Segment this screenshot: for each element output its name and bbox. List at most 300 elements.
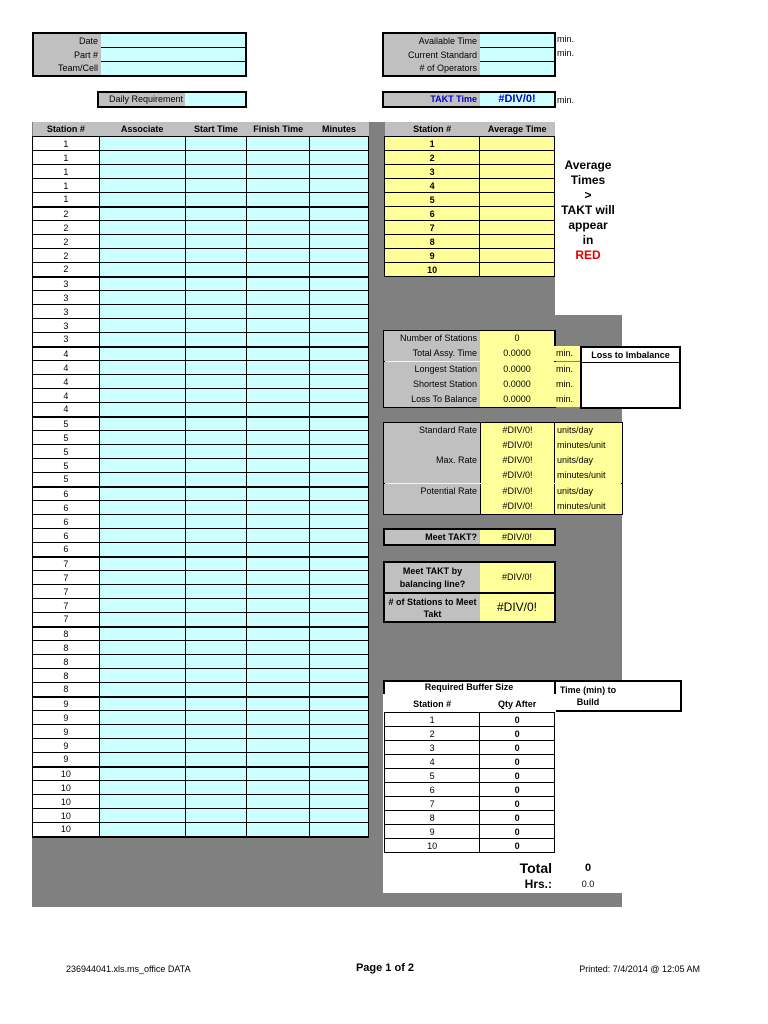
footer-printed: Printed: 7/4/2014 @ 12:05 AM bbox=[579, 964, 700, 974]
finish-time-cell[interactable] bbox=[247, 235, 310, 249]
minutes-cell[interactable] bbox=[310, 795, 369, 809]
station-number-cell: 8 bbox=[33, 627, 100, 641]
associate-cell[interactable] bbox=[99, 431, 185, 445]
associate-cell[interactable] bbox=[99, 291, 185, 305]
station-number-cell: 10 bbox=[33, 795, 100, 809]
associate-cell[interactable] bbox=[99, 711, 185, 725]
start-time-cell[interactable] bbox=[185, 669, 247, 683]
associate-cell[interactable] bbox=[99, 739, 185, 753]
associate-cell[interactable] bbox=[99, 319, 185, 333]
avg-time-cell bbox=[480, 151, 555, 165]
finish-time-cell[interactable] bbox=[247, 417, 310, 431]
buffer-outline-r bbox=[680, 680, 682, 710]
associate-cell[interactable] bbox=[99, 137, 185, 151]
finish-time-cell[interactable] bbox=[247, 823, 310, 837]
loss-value: 0.0000 bbox=[480, 392, 554, 407]
minutes-cell[interactable] bbox=[310, 319, 369, 333]
takt-box bbox=[382, 91, 556, 108]
table-row bbox=[33, 669, 369, 683]
minutes-cell[interactable] bbox=[310, 137, 369, 151]
associate-cell[interactable] bbox=[99, 641, 185, 655]
standard-rate-unit: units/day bbox=[554, 423, 622, 438]
minutes-cell[interactable] bbox=[310, 361, 369, 375]
start-time-cell[interactable] bbox=[185, 137, 247, 151]
associate-cell[interactable] bbox=[99, 487, 185, 501]
minutes-cell[interactable] bbox=[310, 683, 369, 697]
table-row bbox=[33, 207, 369, 221]
station-number-cell: 7 bbox=[33, 599, 100, 613]
start-time-cell[interactable] bbox=[185, 585, 247, 599]
avg-station-cell: 2 bbox=[385, 151, 480, 165]
station-number-cell: 10 bbox=[33, 781, 100, 795]
minutes-cell[interactable] bbox=[310, 473, 369, 487]
minutes-cell[interactable] bbox=[310, 809, 369, 823]
associate-cell[interactable] bbox=[99, 375, 185, 389]
finish-time-cell[interactable] bbox=[247, 711, 310, 725]
minutes-cell[interactable] bbox=[310, 417, 369, 431]
start-time-cell[interactable] bbox=[185, 235, 247, 249]
finish-time-cell[interactable] bbox=[247, 655, 310, 669]
station-number-cell: 8 bbox=[33, 683, 100, 697]
start-time-cell[interactable] bbox=[185, 655, 247, 669]
finish-time-cell[interactable] bbox=[247, 767, 310, 781]
station-number-cell: 5 bbox=[33, 473, 100, 487]
start-time-cell[interactable] bbox=[185, 179, 247, 193]
minutes-cell[interactable] bbox=[310, 347, 369, 361]
current-standard-label: Current Standard bbox=[384, 48, 480, 62]
finish-time-cell[interactable] bbox=[247, 151, 310, 165]
minutes-cell[interactable] bbox=[310, 459, 369, 473]
minutes-cell[interactable] bbox=[310, 823, 369, 837]
associate-cell[interactable] bbox=[99, 725, 185, 739]
associate-cell[interactable] bbox=[99, 305, 185, 319]
minutes-cell[interactable] bbox=[310, 571, 369, 585]
minutes-cell[interactable] bbox=[310, 277, 369, 291]
station-number-cell: 4 bbox=[33, 403, 100, 417]
minutes-cell[interactable] bbox=[310, 739, 369, 753]
station-number-cell: 10 bbox=[33, 809, 100, 823]
finish-time-cell[interactable] bbox=[247, 347, 310, 361]
avg-row bbox=[385, 137, 555, 151]
associate-cell[interactable] bbox=[99, 445, 185, 459]
finish-time-cell[interactable] bbox=[247, 389, 310, 403]
finish-time-cell[interactable] bbox=[247, 207, 310, 221]
finish-time-cell[interactable] bbox=[247, 515, 310, 529]
avg-station-cell: 6 bbox=[385, 207, 480, 221]
station-number-cell: 8 bbox=[33, 641, 100, 655]
finish-time-cell[interactable] bbox=[247, 781, 310, 795]
start-time-cell[interactable] bbox=[185, 501, 247, 515]
minutes-cell[interactable] bbox=[310, 193, 369, 207]
table-row bbox=[33, 515, 369, 529]
table-row bbox=[33, 739, 369, 753]
avg-time-cell bbox=[480, 221, 555, 235]
associate-cell[interactable] bbox=[99, 333, 185, 347]
finish-time-cell[interactable] bbox=[247, 431, 310, 445]
finish-time-cell[interactable] bbox=[247, 403, 310, 417]
associate-cell[interactable] bbox=[99, 515, 185, 529]
finish-time-cell[interactable] bbox=[247, 669, 310, 683]
buffer-outline bbox=[383, 680, 681, 682]
associate-cell[interactable] bbox=[99, 543, 185, 557]
table-row bbox=[33, 193, 369, 207]
daily-req-field[interactable] bbox=[185, 93, 245, 106]
start-time-cell[interactable] bbox=[185, 487, 247, 501]
station-number-cell: 3 bbox=[33, 277, 100, 291]
hrs-label: Hrs.: bbox=[524, 877, 552, 891]
start-time-cell[interactable] bbox=[185, 781, 247, 795]
minutes-cell[interactable] bbox=[310, 627, 369, 641]
start-time-cell[interactable] bbox=[185, 641, 247, 655]
standard-rate-label: Standard Rate bbox=[384, 423, 480, 438]
table-row bbox=[33, 347, 369, 361]
available-time-field[interactable] bbox=[480, 34, 554, 48]
max-rate-unit-2: minutes/unit bbox=[554, 468, 622, 483]
table-row bbox=[33, 221, 369, 235]
note-line: Times bbox=[570, 173, 606, 187]
associate-cell[interactable] bbox=[99, 669, 185, 683]
associate-cell[interactable] bbox=[99, 151, 185, 165]
minutes-cell[interactable] bbox=[310, 431, 369, 445]
associate-cell[interactable] bbox=[99, 613, 185, 627]
avg-time-cell bbox=[480, 207, 555, 221]
associate-cell[interactable] bbox=[99, 627, 185, 641]
team-field[interactable] bbox=[101, 62, 245, 75]
finish-time-cell[interactable] bbox=[247, 193, 310, 207]
start-time-cell[interactable] bbox=[185, 599, 247, 613]
finish-time-cell[interactable] bbox=[247, 501, 310, 515]
table-row bbox=[33, 725, 369, 739]
finish-time-cell[interactable] bbox=[247, 753, 310, 767]
associate-cell[interactable] bbox=[99, 361, 185, 375]
minutes-cell[interactable] bbox=[310, 249, 369, 263]
finish-time-cell[interactable] bbox=[247, 333, 310, 347]
buffer-row bbox=[385, 755, 555, 769]
minutes-cell[interactable] bbox=[310, 669, 369, 683]
minutes-cell[interactable] bbox=[310, 599, 369, 613]
start-time-cell[interactable] bbox=[185, 291, 247, 305]
avg-station-cell: 5 bbox=[385, 193, 480, 207]
associate-cell[interactable] bbox=[99, 809, 185, 823]
finish-time-cell[interactable] bbox=[247, 641, 310, 655]
col-start-time: Start Time bbox=[185, 122, 247, 137]
minutes-cell[interactable] bbox=[310, 207, 369, 221]
table-row bbox=[33, 417, 369, 431]
associate-cell[interactable] bbox=[99, 235, 185, 249]
table-row bbox=[33, 375, 369, 389]
buffer-header-row bbox=[385, 696, 555, 713]
loss-imbalance-header: Loss to Imbalance bbox=[582, 348, 679, 363]
finish-time-cell[interactable] bbox=[247, 473, 310, 487]
table-row bbox=[33, 389, 369, 403]
minutes-cell[interactable] bbox=[310, 529, 369, 543]
buffer-qty-cell: 0 bbox=[480, 741, 555, 755]
start-time-cell[interactable] bbox=[185, 557, 247, 571]
standard-rate-unit-2: minutes/unit bbox=[554, 438, 622, 453]
stations-meet-value: #DIV/0! bbox=[480, 594, 554, 621]
buffer-row bbox=[385, 727, 555, 741]
operators-field[interactable] bbox=[480, 62, 554, 75]
associate-cell[interactable] bbox=[99, 277, 185, 291]
minutes-cell[interactable] bbox=[310, 291, 369, 305]
associate-cell[interactable] bbox=[99, 501, 185, 515]
finish-time-cell[interactable] bbox=[247, 795, 310, 809]
finish-time-cell[interactable] bbox=[247, 725, 310, 739]
finish-time-cell[interactable] bbox=[247, 375, 310, 389]
associate-cell[interactable] bbox=[99, 263, 185, 277]
date-field[interactable] bbox=[101, 34, 245, 48]
station-number-cell: 4 bbox=[33, 375, 100, 389]
associate-cell[interactable] bbox=[99, 193, 185, 207]
associate-cell[interactable] bbox=[99, 767, 185, 781]
minutes-cell[interactable] bbox=[310, 557, 369, 571]
station-number-cell: 4 bbox=[33, 361, 100, 375]
minutes-cell[interactable] bbox=[310, 263, 369, 277]
finish-time-cell[interactable] bbox=[247, 599, 310, 613]
table-row bbox=[33, 403, 369, 417]
finish-time-cell[interactable] bbox=[247, 809, 310, 823]
finish-time-cell[interactable] bbox=[247, 445, 310, 459]
finish-time-cell[interactable] bbox=[247, 277, 310, 291]
start-time-cell[interactable] bbox=[185, 753, 247, 767]
finish-time-cell[interactable] bbox=[247, 249, 310, 263]
associate-cell[interactable] bbox=[99, 473, 185, 487]
finish-time-cell[interactable] bbox=[247, 613, 310, 627]
station-number-cell: 2 bbox=[33, 207, 100, 221]
associate-cell[interactable] bbox=[99, 571, 185, 585]
station-number-cell: 1 bbox=[33, 151, 100, 165]
minutes-cell[interactable] bbox=[310, 655, 369, 669]
start-time-cell[interactable] bbox=[185, 333, 247, 347]
max-rate-row-2 bbox=[384, 468, 622, 483]
minutes-cell[interactable] bbox=[310, 767, 369, 781]
minutes-cell[interactable] bbox=[310, 179, 369, 193]
minutes-cell[interactable] bbox=[310, 445, 369, 459]
start-time-cell[interactable] bbox=[185, 207, 247, 221]
start-time-cell[interactable] bbox=[185, 361, 247, 375]
start-time-cell[interactable] bbox=[185, 515, 247, 529]
avg-row bbox=[385, 207, 555, 221]
start-time-cell[interactable] bbox=[185, 193, 247, 207]
associate-cell[interactable] bbox=[99, 557, 185, 571]
associate-cell[interactable] bbox=[99, 417, 185, 431]
minutes-cell[interactable] bbox=[310, 613, 369, 627]
associate-cell[interactable] bbox=[99, 683, 185, 697]
time-to-build-header: Time (min) to Build bbox=[559, 685, 617, 707]
buffer-row bbox=[385, 797, 555, 811]
start-time-cell[interactable] bbox=[185, 403, 247, 417]
station-number-cell: 5 bbox=[33, 445, 100, 459]
table-row bbox=[33, 501, 369, 515]
minutes-cell[interactable] bbox=[310, 305, 369, 319]
minutes-cell[interactable] bbox=[310, 697, 369, 711]
associate-cell[interactable] bbox=[99, 585, 185, 599]
start-time-cell[interactable] bbox=[185, 823, 247, 837]
minutes-cell[interactable] bbox=[310, 165, 369, 179]
start-time-cell[interactable] bbox=[185, 263, 247, 277]
associate-cell[interactable] bbox=[99, 207, 185, 221]
start-time-cell[interactable] bbox=[185, 249, 247, 263]
max-rate-value-2: #DIV/0! bbox=[480, 468, 554, 483]
avg-row bbox=[385, 263, 555, 277]
finish-time-cell[interactable] bbox=[247, 585, 310, 599]
start-time-cell[interactable] bbox=[185, 389, 247, 403]
finish-time-cell[interactable] bbox=[247, 221, 310, 235]
associate-cell[interactable] bbox=[99, 249, 185, 263]
associate-cell[interactable] bbox=[99, 389, 185, 403]
takt-value: #DIV/0! bbox=[480, 93, 554, 106]
start-time-cell[interactable] bbox=[185, 277, 247, 291]
associate-cell[interactable] bbox=[99, 655, 185, 669]
potential-rate-row bbox=[384, 484, 622, 499]
finish-time-cell[interactable] bbox=[247, 571, 310, 585]
minutes-cell[interactable] bbox=[310, 515, 369, 529]
start-time-cell[interactable] bbox=[185, 725, 247, 739]
finish-time-cell[interactable] bbox=[247, 739, 310, 753]
finish-time-cell[interactable] bbox=[247, 683, 310, 697]
associate-cell[interactable] bbox=[99, 823, 185, 837]
associate-cell[interactable] bbox=[99, 529, 185, 543]
minutes-cell[interactable] bbox=[310, 501, 369, 515]
minutes-cell[interactable] bbox=[310, 711, 369, 725]
minutes-cell[interactable] bbox=[310, 221, 369, 235]
start-time-cell[interactable] bbox=[185, 473, 247, 487]
table-row bbox=[33, 529, 369, 543]
finish-time-cell[interactable] bbox=[247, 543, 310, 557]
associate-cell[interactable] bbox=[99, 795, 185, 809]
station-number-cell: 2 bbox=[33, 249, 100, 263]
buffer-qty-cell: 0 bbox=[480, 727, 555, 741]
avg-row bbox=[385, 235, 555, 249]
finish-time-cell[interactable] bbox=[247, 319, 310, 333]
start-time-cell[interactable] bbox=[185, 529, 247, 543]
start-time-cell[interactable] bbox=[185, 417, 247, 431]
start-time-cell[interactable] bbox=[185, 767, 247, 781]
total-assy-label: Total Assy. Time bbox=[384, 346, 480, 361]
finish-time-cell[interactable] bbox=[247, 529, 310, 543]
start-time-cell[interactable] bbox=[185, 431, 247, 445]
start-time-cell[interactable] bbox=[185, 445, 247, 459]
minutes-cell[interactable] bbox=[310, 753, 369, 767]
associate-cell[interactable] bbox=[99, 753, 185, 767]
footer-page: Page 1 of 2 bbox=[355, 962, 415, 974]
start-time-cell[interactable] bbox=[185, 375, 247, 389]
start-time-cell[interactable] bbox=[185, 613, 247, 627]
start-time-cell[interactable] bbox=[185, 809, 247, 823]
table-row bbox=[33, 151, 369, 165]
start-time-cell[interactable] bbox=[185, 165, 247, 179]
note-red: RED bbox=[575, 248, 601, 262]
start-time-cell[interactable] bbox=[185, 543, 247, 557]
avg-col-station: Station # bbox=[385, 122, 480, 137]
minutes-cell[interactable] bbox=[310, 333, 369, 347]
buffer-row bbox=[385, 769, 555, 783]
station-number-cell: 3 bbox=[33, 305, 100, 319]
finish-time-cell[interactable] bbox=[247, 459, 310, 473]
minutes-cell[interactable] bbox=[310, 487, 369, 501]
station-number-cell: 10 bbox=[33, 823, 100, 837]
start-time-cell[interactable] bbox=[185, 571, 247, 585]
finish-time-cell[interactable] bbox=[247, 263, 310, 277]
associate-cell[interactable] bbox=[99, 165, 185, 179]
associate-cell[interactable] bbox=[99, 221, 185, 235]
table-row bbox=[33, 711, 369, 725]
table-row bbox=[33, 823, 369, 837]
start-time-cell[interactable] bbox=[185, 697, 247, 711]
minutes-cell[interactable] bbox=[310, 585, 369, 599]
start-time-cell[interactable] bbox=[185, 347, 247, 361]
standard-rate-row-2 bbox=[384, 438, 622, 453]
avg-row bbox=[385, 249, 555, 263]
finish-time-cell[interactable] bbox=[247, 557, 310, 571]
part-field[interactable] bbox=[101, 48, 245, 62]
table-row bbox=[33, 473, 369, 487]
start-time-cell[interactable] bbox=[185, 319, 247, 333]
finish-time-cell[interactable] bbox=[247, 627, 310, 641]
finish-time-cell[interactable] bbox=[247, 165, 310, 179]
minutes-cell[interactable] bbox=[310, 781, 369, 795]
start-time-cell[interactable] bbox=[185, 305, 247, 319]
table-row bbox=[33, 263, 369, 277]
meet-takt-balance-box bbox=[383, 561, 556, 623]
max-rate-blank bbox=[384, 468, 480, 483]
finish-time-cell[interactable] bbox=[247, 137, 310, 151]
associate-cell[interactable] bbox=[99, 781, 185, 795]
station-number-cell: 2 bbox=[33, 221, 100, 235]
meet-takt-balance-label: Meet TAKT by balancing line? bbox=[385, 563, 480, 592]
buffer-station-cell: 5 bbox=[385, 769, 480, 783]
associate-cell[interactable] bbox=[99, 403, 185, 417]
start-time-cell[interactable] bbox=[185, 795, 247, 809]
finish-time-cell[interactable] bbox=[247, 179, 310, 193]
finish-time-cell[interactable] bbox=[247, 487, 310, 501]
associate-cell[interactable] bbox=[99, 179, 185, 193]
finish-time-cell[interactable] bbox=[247, 361, 310, 375]
finish-time-cell[interactable] bbox=[247, 697, 310, 711]
minutes-cell[interactable] bbox=[310, 235, 369, 249]
start-time-cell[interactable] bbox=[185, 739, 247, 753]
station-number-cell: 10 bbox=[33, 767, 100, 781]
associate-cell[interactable] bbox=[99, 599, 185, 613]
associate-cell[interactable] bbox=[99, 347, 185, 361]
buffer-qty-cell: 0 bbox=[480, 839, 555, 853]
start-time-cell[interactable] bbox=[185, 151, 247, 165]
buffer-outline-l bbox=[383, 680, 385, 694]
start-time-cell[interactable] bbox=[185, 627, 247, 641]
minutes-cell[interactable] bbox=[310, 403, 369, 417]
minutes-cell[interactable] bbox=[310, 389, 369, 403]
start-time-cell[interactable] bbox=[185, 459, 247, 473]
associate-cell[interactable] bbox=[99, 697, 185, 711]
finish-time-cell[interactable] bbox=[247, 291, 310, 305]
current-standard-field[interactable] bbox=[480, 48, 554, 62]
station-number-cell: 8 bbox=[33, 669, 100, 683]
minutes-cell[interactable] bbox=[310, 375, 369, 389]
minutes-cell[interactable] bbox=[310, 641, 369, 655]
start-time-cell[interactable] bbox=[185, 683, 247, 697]
finish-time-cell[interactable] bbox=[247, 305, 310, 319]
minutes-cell[interactable] bbox=[310, 151, 369, 165]
buffer-outline-b bbox=[556, 710, 682, 712]
col-associate: Associate bbox=[99, 122, 185, 137]
associate-cell[interactable] bbox=[99, 459, 185, 473]
start-time-cell[interactable] bbox=[185, 711, 247, 725]
minutes-cell[interactable] bbox=[310, 543, 369, 557]
buffer-row bbox=[385, 811, 555, 825]
minutes-cell[interactable] bbox=[310, 725, 369, 739]
start-time-cell[interactable] bbox=[185, 221, 247, 235]
station-number-cell: 4 bbox=[33, 389, 100, 403]
